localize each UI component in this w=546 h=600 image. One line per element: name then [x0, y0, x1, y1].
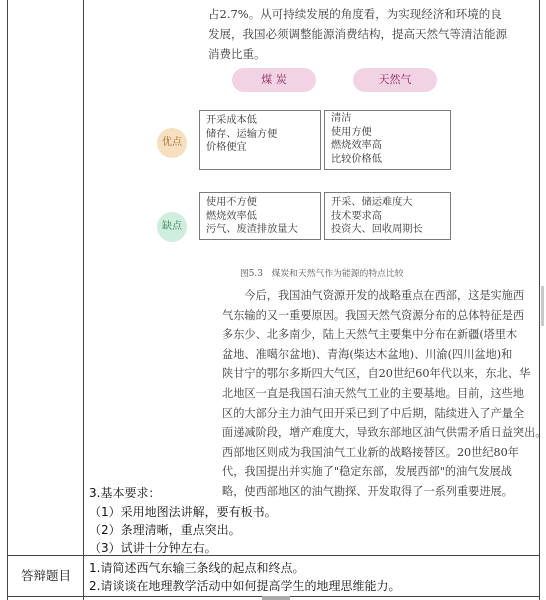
list-item: 污气、废渣排放量大 [206, 224, 298, 235]
qa-question: 1.请简述西气东输三条线的起点和终点。 [89, 561, 305, 575]
list-item: 投资大、回收周期长 [331, 224, 423, 235]
textbook-top-text [208, 4, 507, 64]
scan-edge-mark [541, 286, 544, 326]
text-line: 气东输的又一重要原因。我国天然气资源分布的总体特征是西 [222, 308, 525, 322]
textbook-paragraph [222, 286, 546, 502]
coal-advantages-list [206, 114, 277, 155]
text-line: 盆地、准噶尔盆地)、青海(柴达木盆地)、川渝(四川盆地)和 [222, 347, 513, 361]
list-item: 燃烧效率低 [206, 210, 257, 222]
requirement-item: （3）试讲十分钟左右。 [89, 541, 217, 555]
list-item: 开采、储运难度大 [331, 197, 413, 208]
list-item: 使用方便 [331, 126, 372, 138]
text-line: 多东少、北多南少，陆上天然气主要集中分布在新疆(塔里木 [222, 328, 518, 342]
list-item: 储存、运输方便 [206, 128, 278, 140]
text-line: 发展，我国必须调整能源消费结构，提高天然气等清洁能源 [208, 27, 507, 41]
qa-question: 2.请谈谈在地理教学活动中如何提高学生的地理思维能力。 [89, 579, 401, 593]
coal-disadvantages-list [206, 196, 298, 237]
requirements-heading: 3.基本要求： [89, 486, 161, 500]
coal-header: 煤 炭 [232, 68, 316, 92]
table-border-left [7, 0, 8, 600]
natural-gas-header: 天然气 [353, 68, 437, 92]
list-item: 清洁 [331, 113, 352, 124]
text-line: 略，使西部地区的油气勘探、开发取得了一系列重要进展。 [222, 484, 513, 498]
scan-bottom-mark [262, 596, 290, 600]
text-line: 消费比重。 [208, 47, 266, 61]
list-item: 比较价格低 [331, 153, 382, 165]
text-line: 区的大部分主力油气田开采已到了中后期，陆续进入了产量全 [222, 406, 525, 420]
advantages-tag: 优点 [157, 128, 187, 158]
gas-disadvantages-list [331, 196, 423, 237]
text-line: 面递减阶段，增产难度大，导致东部地区油气供需矛盾日益突出。 [222, 426, 546, 440]
text-line: 代，我国提出并实施了"稳定东部，发展西部"的油气发展战 [222, 465, 512, 479]
list-item: 技术要求高 [331, 210, 382, 222]
list-item: 燃烧效率高 [331, 140, 382, 151]
requirement-item: （1）采用地图法讲解，要有板书。 [89, 505, 277, 519]
table-row-divider [7, 555, 540, 556]
text-line: 陕甘宁的鄂尔多斯四大气区，自20世纪60年代以来，东北、华 [222, 367, 531, 381]
list-item: 开采成本低 [206, 115, 257, 126]
table-column-divider [83, 0, 84, 600]
disadvantages-tag: 缺点 [157, 212, 187, 242]
gas-advantages-list [331, 112, 382, 166]
qa-label: 答辩题目 [20, 568, 71, 583]
list-item: 使用不方便 [206, 197, 257, 208]
text-line: 占2.7%。从可持续发展的角度看，为实现经济和环境的良 [208, 7, 502, 21]
list-item: 价格便宜 [206, 142, 247, 153]
text-line: 西部地区则成为我国油气工业新的战略接替区。20世纪80年 [222, 445, 519, 459]
figure-caption: 图5.3 煤炭和天然气作为能源的特点比较 [240, 269, 404, 279]
text-line: 北地区一直是我国石油天然气工业的主要基地。目前，这些地 [222, 386, 525, 400]
text-line: 今后，我国油气资源开发的战略重点在西部，这是实施西 [222, 289, 525, 302]
requirement-item: （2）条理清晰，重点突出。 [89, 523, 241, 537]
